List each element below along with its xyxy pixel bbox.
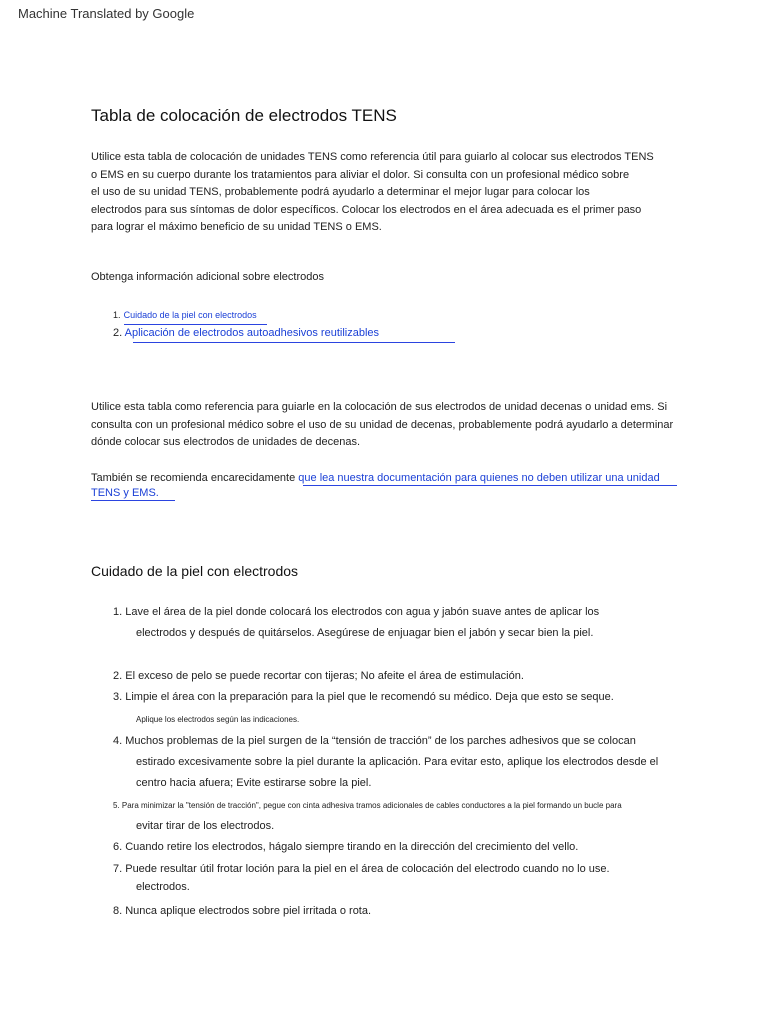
list-item bbox=[113, 309, 379, 327]
list-item: 6. Cuando retire los electrodos, hágalo siempre tirando en la dirección del crecimiento del vello. bbox=[113, 841, 579, 853]
list-item: 2. El exceso de pelo se puede recortar con tijeras; No afeite el área de estimulación. bbox=[113, 670, 524, 682]
guide-line: Utilice esta tabla como referencia para guiarle en la colocación de sus electrodos de unidad decenas o unidad ems. Si bbox=[91, 401, 668, 413]
list-item: 8. Nunca aplique electrodos sobre piel irritada o rota. bbox=[113, 905, 372, 917]
link-skin-care[interactable]: Cuidado de la piel con electrodos bbox=[123, 310, 257, 320]
list-item: 3. Limpie el área con la preparación para la piel que le recomendó su médico. Deja que esto se seque. bbox=[113, 691, 614, 703]
intro-line: para lograr el máximo beneficio de su unidad TENS o EMS. bbox=[91, 221, 382, 233]
translation-banner: Machine Translated by Google bbox=[18, 6, 195, 21]
electrode-links-list bbox=[113, 309, 379, 345]
guide-line: consulta con un profesional médico sobre el uso de su unidad de decenas, probablemente podrá ayudarlo a determinar bbox=[91, 418, 674, 431]
link-underline bbox=[91, 500, 175, 501]
list-item: 7. Puede resultar útil frotar loción para la piel en el área de colocación del electrodo cuando no lo use. bbox=[113, 863, 610, 875]
guide-line: dónde colocar sus electrodos de unidades de decenas. bbox=[91, 436, 361, 448]
list-number: 2. bbox=[113, 327, 123, 339]
link-electrode-application[interactable]: Aplicación de electrodos autoadhesivos reutilizables bbox=[124, 327, 380, 339]
info-heading: Obtenga información adicional sobre electrodos bbox=[91, 271, 324, 283]
contraindications-link-continued[interactable]: TENS y EMS. bbox=[91, 487, 159, 499]
section-heading-skin-care: Cuidado de la piel con electrodos bbox=[91, 563, 299, 579]
list-item: 1. Lave el área de la piel donde colocará los electrodos con agua y jabón suave antes de aplicar los bbox=[113, 606, 600, 618]
list-item: 5. Para minimizar la "tensión de tracción", pegue con cinta adhesiva tramos adicionales de cables conductores a la piel formando un bucle para bbox=[113, 801, 622, 810]
intro-line: o EMS en su cuerpo durante los tratamientos para aliviar el dolor. Si consulta con un profesional médico sobre bbox=[91, 168, 630, 181]
list-item-continuation: centro hacia afuera; Evite estirarse sobre la piel. bbox=[136, 777, 372, 789]
link-underline bbox=[133, 342, 455, 343]
list-item bbox=[113, 327, 379, 345]
contraindications-link[interactable]: que lea nuestra documentación para quienes no deben utilizar una unidad bbox=[298, 472, 660, 484]
intro-paragraph bbox=[91, 149, 681, 237]
list-item-continuation: evitar tirar de los electrodos. bbox=[136, 820, 275, 832]
list-item: 4. Muchos problemas de la piel surgen de la “tensión de tracción” de los parches adhesivos que se colocan bbox=[113, 735, 636, 747]
guide-paragraph bbox=[91, 399, 681, 452]
recommendation-paragraph bbox=[91, 471, 691, 501]
list-item-continuation: estirado excesivamente sobre la piel durante la aplicación. Para evitar esto, aplique los electrodos desde el bbox=[136, 756, 659, 768]
list-number: 1. bbox=[113, 310, 121, 320]
recommendation-text: También se recomienda encarecidamente bbox=[91, 472, 299, 484]
page-title: Tabla de colocación de electrodos TENS bbox=[91, 106, 397, 125]
link-underline bbox=[124, 324, 267, 325]
list-item-continuation: electrodos y después de quitárselos. Asegúrese de enjuagar bien el jabón y secar bien la piel. bbox=[136, 627, 594, 639]
intro-line: electrodos para sus síntomas de dolor específicos. Colocar los electrodos en el área adecuada es el primer paso bbox=[91, 203, 642, 216]
list-item-note: Aplique los electrodos según las indicaciones. bbox=[136, 715, 300, 724]
intro-line: Utilice esta tabla de colocación de unidades TENS como referencia útil para guiarlo al colocar sus electrodos TENS bbox=[91, 151, 654, 163]
intro-line: el uso de su unidad TENS, probablemente podrá ayudarlo a determinar el mejor lugar para colocar los bbox=[91, 186, 590, 198]
list-item-continuation: electrodos. bbox=[136, 881, 190, 893]
